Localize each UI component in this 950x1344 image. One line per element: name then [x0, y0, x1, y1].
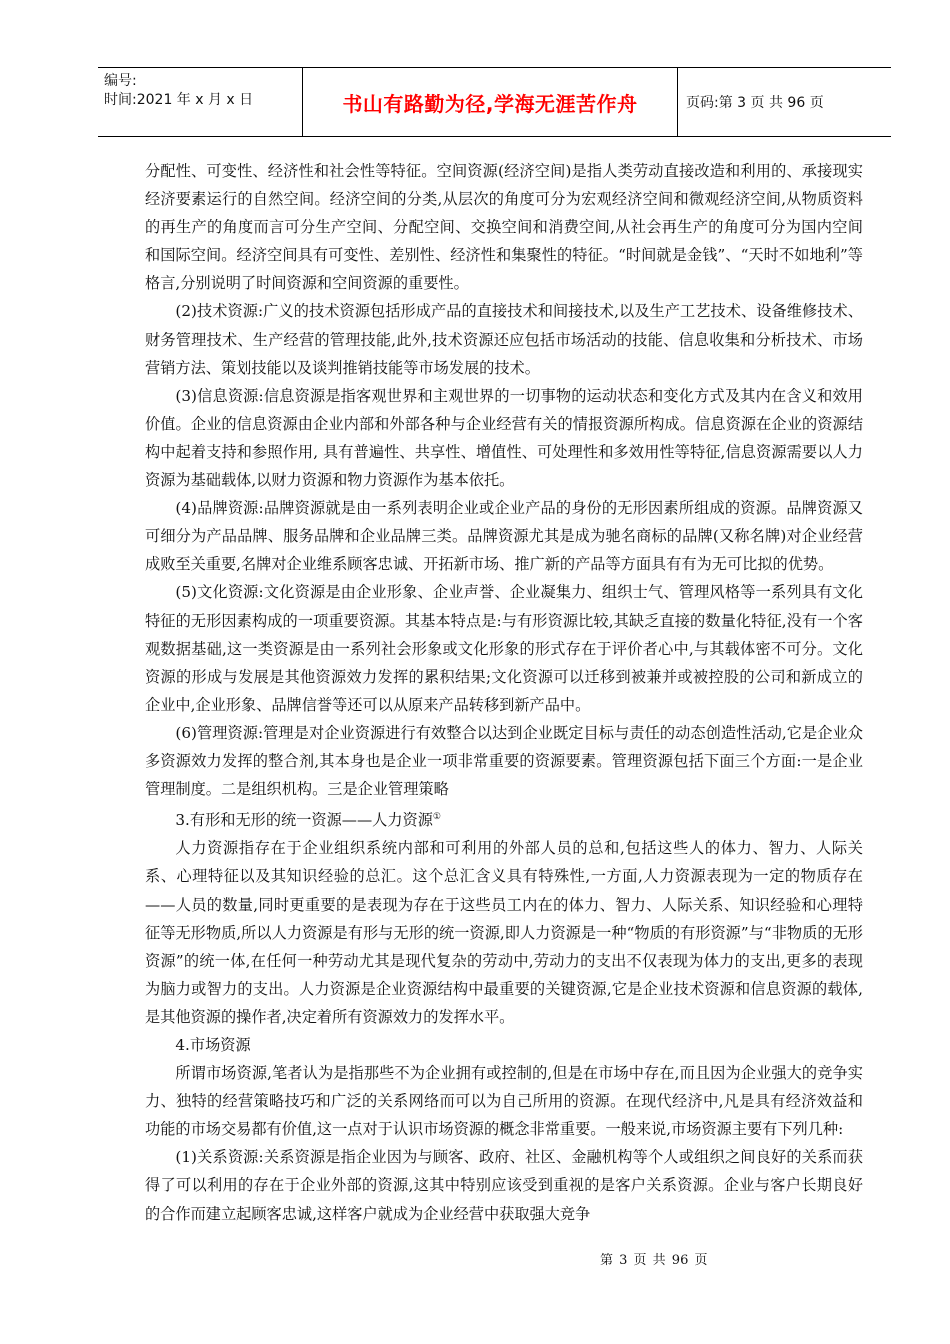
paragraph: 人力资源指存在于企业组织系统内部和可利用的外部人员的总和,包括这些人的体力、智力、人际关系、心理特征以及其知识经验的总汇。这个总汇含义具有特殊性,一方面,人力资源表现为一定的物质存在——人员的数量,同时更重要的是表现为存在于这些员工内在的体力、智力、人际关系、知识经验和心理特征等无形物质,所以人力资源是有形与无形的统一资源,即人力资源是一种“物质的有形资源”与“非物质的无形资源”的统一体,在任何一种劳动尤其是现代复杂的劳动中,劳动力的支出不仅表现为体力的支出,更多的表现为脑力或智力的支出。人力资源是企业资源结构中最重要的关键资源,它是企业技术资源和信息资源的载体, 是其他资源的操作者,决定着所有资源效力的发挥水平。: [145, 839, 863, 1026]
footnote-mark: ①: [432, 812, 441, 823]
header-motto: 书山有路勤为径,学海无涯苦作舟: [303, 68, 678, 136]
paragraph: 所谓市场资源,笔者认为是指那些不为企业拥有或控制的,但是在市场中存在,而且因为企业强大的竞争实力、独特的经营策略技巧和广泛的关系网络而可以为自己所用的资源。在现代经济中,凡是具有经济效益和功能的市场交易都有价值,这一点对于认识市场资源的概念非常重要。一般来说,市场资源主要有下列几种:: [145, 1064, 863, 1139]
paragraph: (1)关系资源:关系资源是指企业因为与顾客、政府、社区、金融机构等个人或组织之间良好的关系而获得了可以利用的存在于企业外部的资源,这其中特别应该受到重视的是客户关系资源。企业与客户长期良好的合作而建立起顾客忠诚,这样客户就成为企业经营中获取强大竞争: [145, 1148, 863, 1223]
section-heading: [145, 803, 863, 834]
section-heading: 4.市场资源: [175, 1035, 251, 1054]
page-footer: 第 3 页 共 96 页: [600, 1253, 708, 1268]
paragraph: 分配性、可变性、经济性和社会性等特征。空间资源(经济空间)是指人类劳动直接改造和利用的、承接现实经济要素运行的自然空间。经济空间的分类,从层次的角度可分为宏观经济空间和微观经济空间,从物质资料的再生产的角度而言可分生产空间、分配空间、交换空间和消费空间,从社会再生产的角度可分为国内空间和国际空间。经济空间具有可变性、差别性、经济性和集聚性的特征。“时间就是金钱”、“天时不如地利”等格言,分别说明了时间资源和空间资源的重要性。: [145, 162, 863, 293]
document-time-label: 时间:2021 年 x 月 x 日: [104, 92, 254, 108]
paragraph: (5)文化资源:文化资源是由企业形象、企业声誉、企业凝集力、组织士气、管理风格等一系列具有文化特征的无形因素构成的一项重要资源。其基本特点是:与有形资源比较,其缺乏直接的数量化特征,没有一个客观数据基础,这一类资源是由一系列社会形象或文化形象的形式存在于评价者心中,与其载体密不可分。文化资源的形成与发展是其他资源效力发挥的累积结果;文化资源可以迁移到被兼并或被控股的公司和新成立的企业中,企业形象、品牌信誉等还可以从原来产品转移到新产品中。: [145, 583, 863, 714]
header-meta: [98, 68, 303, 136]
header-page-number: 页码:第 3 页 共 96 页: [686, 95, 824, 111]
paragraph: (3)信息资源:信息资源是指客观世界和主观世界的一切事物的运动状态和变化方式及其内在含义和效用价值。企业的信息资源由企业内部和外部各种与企业经营有关的情报资源所构成。信息资源在企业的资源结构中起着支持和参照作用, 具有普遍性、共享性、增值性、可处理性和多效用性等特征,信息资源需要以人力资源为基础载体,以财力资源和物力资源作为基本依托。: [145, 386, 863, 490]
section-heading-text: 3.有形和无形的统一资源——人力资源: [175, 811, 433, 830]
paragraph: (6)管理资源:管理是对企业资源进行有效整合以达到企业既定目标与责任的动态创造性活动,它是企业众多资源效力发挥的整合剂,其本身也是企业一项非常重要的资源要素。管理资源包括下面三个方面:一是企业管理制度。二是组织机构。三是企业管理策略: [145, 723, 863, 799]
document-body: [145, 157, 863, 1228]
document-number-label: 编号:: [104, 73, 137, 89]
page-header: [98, 67, 891, 137]
paragraph: (2)技术资源:广义的技术资源包括形成产品的直接技术和间接技术,以及生产工艺技术、设备维修技术、财务管理技术、生产经营的管理技能,此外,技术资源还应包括市场活动的技能、信息收集和分析技术、市场营销方法、策划技能以及谈判推销技能等市场发展的技术。: [145, 302, 863, 377]
paragraph: (4)品牌资源:品牌资源就是由一系列表明企业或企业产品的身份的无形因素所组成的资源。品牌资源又可细分为产品品牌、服务品牌和企业品牌三类。品牌资源尤其是成为驰名商标的品牌(又称名牌)对企业经营成败至关重要,名牌对企业维系顾客忠诚、开拓新市场、推广新的产品等方面具有有为无可比拟的优势。: [145, 499, 863, 574]
